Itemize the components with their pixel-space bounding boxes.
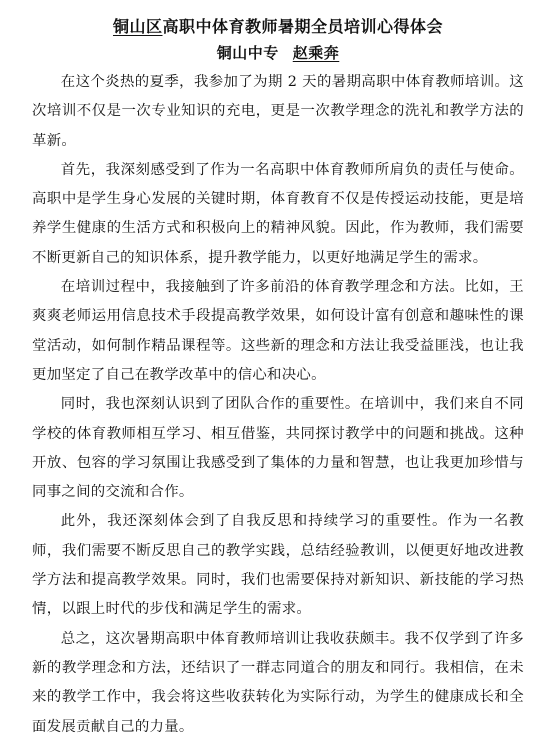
byline-author: 赵乘奔	[292, 44, 340, 62]
title-prefix: 铜山区	[112, 17, 163, 36]
paragraph-conclusion: 总之，这次暑期高职中体育教师培训让我收获颇丰。我不仅学到了许多新的教学理念和方法，还结识了一群志同道合的朋友和同行。我相信，在未来的教学工作中，我会将这些收获转化为实际行动，为学生的健康成长和全面发展贡献自己的力量。	[32, 630, 524, 735]
document-title	[32, 16, 524, 38]
title-main: 高职中体育教师暑期全员培训心得体会	[162, 17, 444, 36]
paragraph-intro: 在这个炎热的夏季，我参加了为期 2 天的暑期高职中体育教师培训。这次培训不仅是一次专业知识的充电，更是一次教学理念的洗礼和教学方法的革新。	[32, 74, 524, 149]
byline-org: 铜山中专	[216, 44, 279, 62]
paragraph-teamwork: 同时，我也深刻认识到了团队合作的重要性。在培训中，我们来自不同学校的体育教师相互学习、相互借鉴，共同探讨教学中的问题和挑战。这种开放、包容的学习氛围让我感受到了集体的力量和智慧，也让我更加珍惜与同事之间的交流和合作。	[32, 396, 524, 501]
paragraph-reflection: 此外，我还深刻体会到了自我反思和持续学习的重要性。作为一名教师，我们需要不断反思自己的教学实践，总结经验教训，以便更好地改进教学方法和提高教学效果。同时，我们也需要保持对新知识、新技能的学习热情，以跟上时代的步伐和满足学生的需求。	[32, 513, 524, 618]
byline	[32, 42, 524, 64]
paragraph-responsibility: 首先，我深刻感受到了作为一名高职中体育教师所肩负的责任与使命。高职中是学生身心发展的关键时期，体育教育不仅是传授运动技能，更是培养学生健康的生活方式和积极向上的精神风貌。因此，作为教师，我们需要不断更新自己的知识体系，提升教学能力，以更好地满足学生的需求。	[32, 161, 524, 266]
paragraph-new-methods: 在培训过程中，我接触到了许多前沿的体育教学理念和方法。比如，王爽爽老师运用信息技术手段提高教学效果，如何设计富有创意和趣味性的课堂活动，如何制作精品课程等。这些新的理念和方法让我受益匪浅，也让我更加坚定了自己在教学改革中的信心和决心。	[32, 279, 524, 383]
